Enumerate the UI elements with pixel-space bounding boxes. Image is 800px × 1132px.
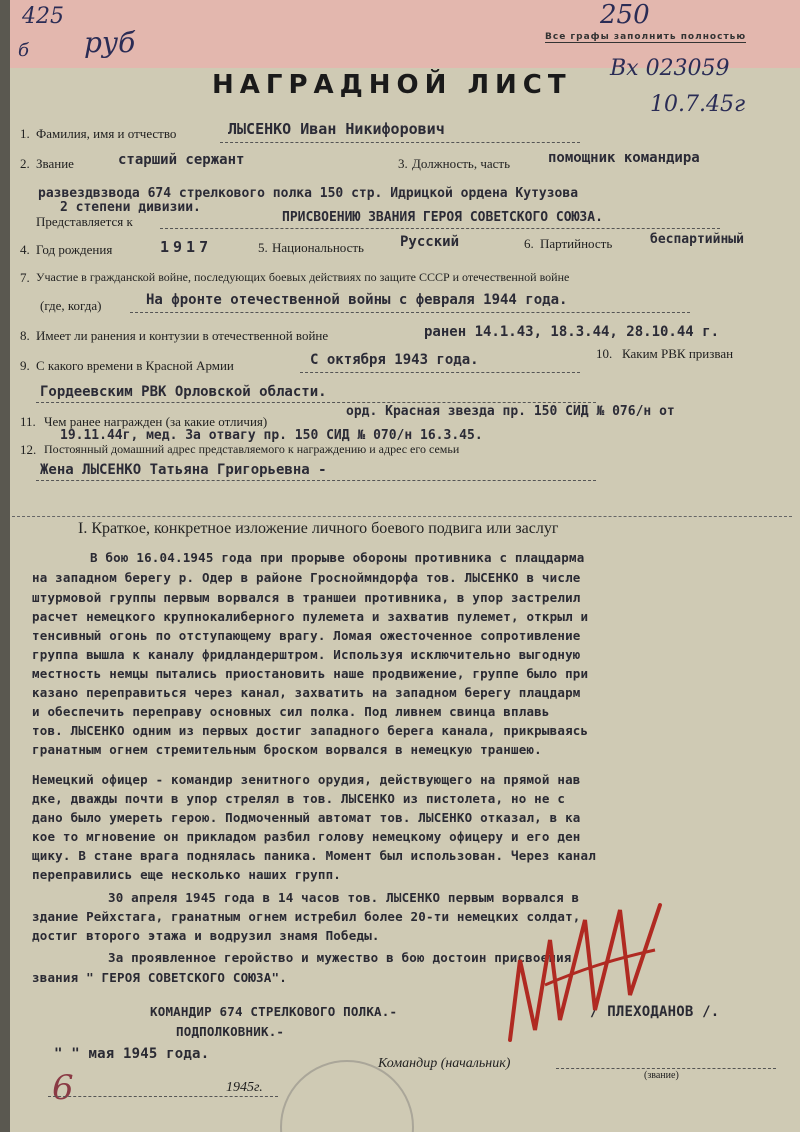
- narrative-line: здание Рейхстага, гранатным огнем истребил более 20-ти немецких солдат,: [32, 909, 581, 924]
- date-day: 6: [52, 1068, 74, 1108]
- field-6-num: 6.: [524, 236, 534, 251]
- field-award-label: Представляется к: [36, 214, 133, 229]
- field-6-label: Партийность: [540, 236, 613, 251]
- field-11-value: орд. Красная звезда пр. 150 СИД № 076/н от: [346, 404, 675, 419]
- signature-line-1: КОМАНДИР 674 СТРЕЛКОВОГО ПОЛКА.-: [150, 1004, 398, 1019]
- header-instruction: Все графы заполнить полностью: [545, 32, 747, 42]
- field-8-value: ранен 14.1.43, 18.3.44, 28.10.44 г.: [424, 324, 720, 340]
- field-7-label: Участие в гражданской войне, последующих боевых действиях по защите СССР и отечественной войне: [36, 270, 570, 284]
- narrative-line: тов. ЛЫСЕНКО одним из первых достиг западного берега канала, прикрываясь: [32, 723, 589, 738]
- date-mark: 10.7.45г: [650, 92, 746, 117]
- narrative-line: и обеспечить переправу основных сил полка. Под ливнем свинца вплавь: [32, 704, 550, 719]
- corner-mark: б: [18, 40, 29, 61]
- narrative-line: штурмовой группы первым ворвался в траншеи противника, в упор застрелил: [32, 590, 581, 605]
- year-stamp: 1945г.: [226, 1080, 263, 1095]
- field-award-value-a: 2 степени дивизии.: [60, 200, 201, 215]
- field-7-num: 7.: [20, 270, 30, 285]
- field-12-num: 12.: [20, 442, 37, 457]
- field-5-num: 5.: [258, 240, 268, 255]
- narrative-line: Немецкий офицер - командир зенитного орудия, действующего на прямой нав: [32, 772, 581, 787]
- field-11-label: Чем ранее награжден (за какие отличия): [44, 414, 268, 429]
- narrative-line: переправились еще несколько наших групп.: [32, 867, 342, 882]
- field-3-label: Должность, часть: [412, 156, 511, 171]
- field-10-num: 10.: [596, 346, 613, 361]
- narrative-line: дано было умереть герою. Подмоченный автомат тов. ЛЫСЕНКО отказал, в ка: [32, 810, 581, 825]
- field-12-value: Жена ЛЫСЕНКО Татьяна Григорьевна -: [40, 462, 327, 478]
- corner-number: 425: [22, 4, 64, 29]
- narrative-line: на западном берегу р. Одер в районе Гросноймндорфа тов. ЛЫСЕНКО в числе: [32, 570, 581, 585]
- narrative-line: группа вышла к каналу фридландерштром. Используя исключительно выгодную: [32, 647, 581, 662]
- field-5-value: Русский: [400, 234, 460, 250]
- page-title: НАГРАДНОЙ ЛИСТ: [212, 70, 572, 100]
- archive-reference: Вх 023059: [610, 56, 730, 81]
- field-1-value: ЛЫСЕНКО Иван Никифорович: [228, 120, 445, 138]
- section-divider: [12, 516, 792, 517]
- field-10-label: Каким РВК призван: [622, 346, 734, 361]
- field-8-num: 8.: [20, 328, 30, 343]
- field-7-value: На фронте отечественной войны с февраля 1944 года.: [146, 292, 568, 308]
- signature-name: / ПЛЕХОДАНОВ /.: [590, 1004, 720, 1020]
- handwritten-signature: [490, 900, 680, 1054]
- narrative-line: кое то мгновение он прикладом разбил голову немецкому офицеру и его ден: [32, 829, 581, 844]
- field-4-num: 4.: [20, 242, 30, 257]
- narrative-section-title: I. Краткое, конкретное изложение личного боевого подвига или заслуг: [78, 520, 559, 537]
- field-9-value: С октября 1943 года.: [310, 352, 479, 368]
- field-12-label: Постоянный домашний адрес представляемого к награждению и адрес его семьи: [44, 442, 460, 456]
- narrative-line: казано переправиться через канал, захватить на западном берегу плацдарм: [32, 685, 581, 700]
- field-11-value-cont: 19.11.44г, мед. За отвагу пр. 150 СИД № 070/н 16.3.45.: [60, 428, 483, 443]
- field-3-value-cont: развездвзвода 674 стрелкового полка 150 стр. Идрицкой ордена Кутузова: [38, 186, 579, 201]
- scan-edge: [0, 0, 10, 1132]
- commander-label: Командир (начальник): [378, 1056, 511, 1071]
- field-9-label: С какого времени в Красной Армии: [36, 358, 234, 373]
- rank-label: (звание): [644, 1070, 679, 1081]
- narrative-line: местность немцы пытались приостановить наше продвижение, группе было при: [32, 666, 589, 681]
- field-2-label: Звание: [36, 156, 74, 171]
- field-2-num: 2.: [20, 156, 30, 171]
- field-1-num: 1.: [20, 126, 30, 141]
- field-3-value: помощник командира: [548, 150, 700, 166]
- field-3-num: 3.: [398, 156, 408, 171]
- narrative-line: расчет немецкого крупнокалиберного пулемета и захватив пулемет, открыл и: [32, 609, 589, 624]
- field-4-label: Год рождения: [36, 242, 113, 257]
- field-11-num: 11.: [20, 414, 36, 429]
- narrative-line: За проявленное геройство и мужество в бою достоин присвоения: [108, 950, 572, 965]
- field-5-label: Национальность: [272, 240, 364, 255]
- narrative-line: звания " ГЕРОЯ СОВЕТСКОГО СОЮЗА".: [32, 970, 287, 985]
- narrative-line: достиг второго этажа и водрузил знамя Победы.: [32, 928, 380, 943]
- narrative-line: тенсивный огонь по отступающему врагу. Ломая ожесточенное сопротивление: [32, 628, 581, 643]
- field-8-label: Имеет ли ранения и контузии в отечественной войне: [36, 328, 329, 343]
- field-4-value: 1917: [160, 238, 213, 256]
- narrative-line: гранатным огнем стремительным броском ворвался в немецкую траншею.: [32, 742, 542, 757]
- field-7-sublabel: (где, когда): [40, 298, 102, 313]
- date-line: " " мая 1945 года.: [54, 1046, 210, 1062]
- signature-line-2: ПОДПОЛКОВНИК.-: [176, 1024, 285, 1039]
- signature-scribble-icon: [490, 900, 680, 1050]
- field-6-value: беспартийный: [650, 232, 744, 247]
- field-2-value: старший сержант: [118, 152, 245, 168]
- corner-hand-note: руб: [84, 26, 136, 59]
- narrative-line: дке, дважды почти в упор стрелял в тов. ЛЫСЕНКО из пистолета, но не с: [32, 791, 566, 806]
- field-1-label: Фамилия, имя и отчество: [36, 126, 177, 141]
- field-9-num: 9.: [20, 358, 30, 373]
- narrative-line: 30 апреля 1945 года в 14 часов тов. ЛЫСЕНКО первым ворвался в: [108, 890, 580, 905]
- field-award-value: ПРИСВОЕНИЮ ЗВАНИЯ ГЕРОЯ СОВЕТСКОГО СОЮЗА.: [282, 210, 603, 225]
- narrative-line: В бою 16.04.1945 года при прорыве обороны противника с плацдарма: [90, 550, 585, 565]
- narrative-line: щику. В стане врага поднялась паника. Момент был использован. Через канал: [32, 848, 596, 863]
- field-10-value: Гордеевским РВК Орловской области.: [40, 384, 327, 400]
- page-number: 250: [600, 0, 650, 30]
